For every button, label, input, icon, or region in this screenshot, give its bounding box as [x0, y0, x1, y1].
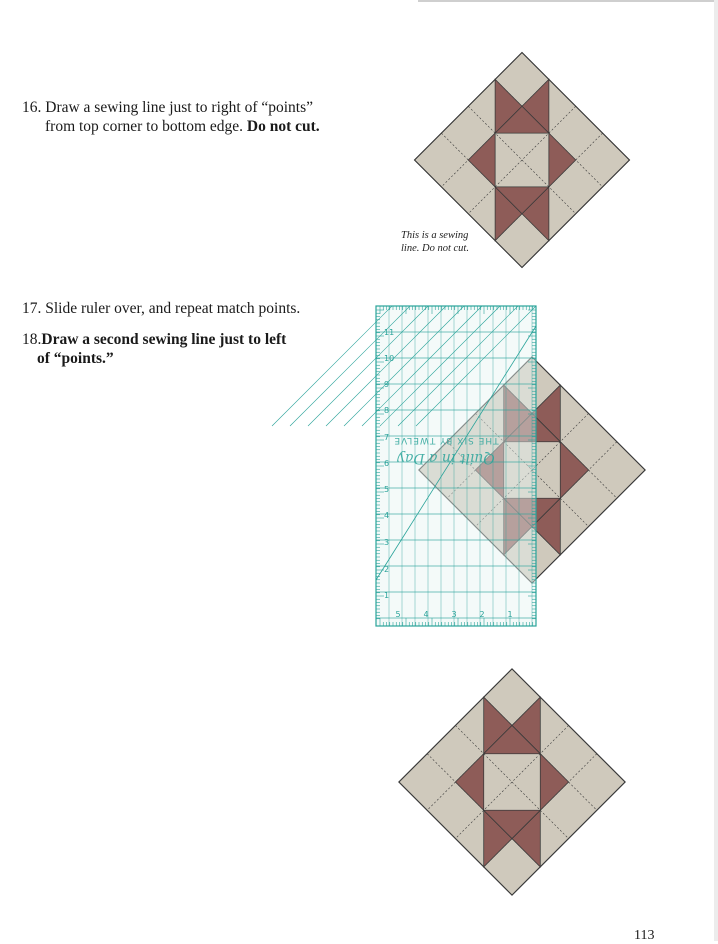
ruler-number: 9	[384, 380, 390, 389]
ruler-number: 11	[384, 328, 395, 337]
step-16-line2: from top corner to bottom edge.	[45, 118, 247, 135]
step-17-text: 17. Slide ruler over, and repeat match points.	[22, 300, 301, 317]
step-18-line2: of “points.”	[37, 350, 114, 367]
ruler-model-text: THE SIX BY TWELVE	[393, 435, 499, 445]
step-16-warning: Do not cut.	[246, 118, 320, 135]
block-rotated-group	[399, 669, 625, 895]
ruler-brand-text: Quilt in a Day	[397, 450, 495, 466]
ruler-number: 5	[395, 610, 401, 619]
step-18-line1: Draw a second sewing line just to left	[41, 331, 287, 348]
ruler-number: 1	[384, 591, 390, 600]
block-rotated-group	[415, 53, 630, 268]
ruler-number: 4	[384, 511, 390, 520]
ruler-number: 1	[507, 610, 513, 619]
ruler-number: 3	[451, 610, 457, 619]
quilt-block-diagram-2	[399, 669, 625, 895]
step-16-number: 16.	[22, 99, 42, 116]
ruler-number: 10	[384, 354, 395, 363]
ruler-number: 4	[423, 610, 429, 619]
ruler-brand-mark	[393, 435, 499, 466]
ruler-number: 3	[384, 538, 390, 547]
step-18-number: 18.	[22, 331, 42, 348]
page-number: 113	[634, 928, 655, 943]
ruler-number: 7	[384, 433, 390, 442]
ruler-number: 2	[384, 565, 390, 574]
ruler-diagram	[272, 306, 645, 626]
caption-line2: line. Do not cut.	[401, 243, 469, 254]
ruler-number: 5	[384, 485, 390, 494]
ruler-number: 6	[384, 459, 390, 468]
step-16-line1: Draw a sewing line just to right of “points”	[45, 99, 314, 116]
ruler-number: 8	[384, 406, 390, 415]
ruler-number: 2	[479, 610, 485, 619]
caption-line1: This is a sewing	[401, 230, 469, 241]
ruler-angle-line	[272, 306, 395, 426]
quilt-block-diagram-1	[415, 53, 630, 268]
